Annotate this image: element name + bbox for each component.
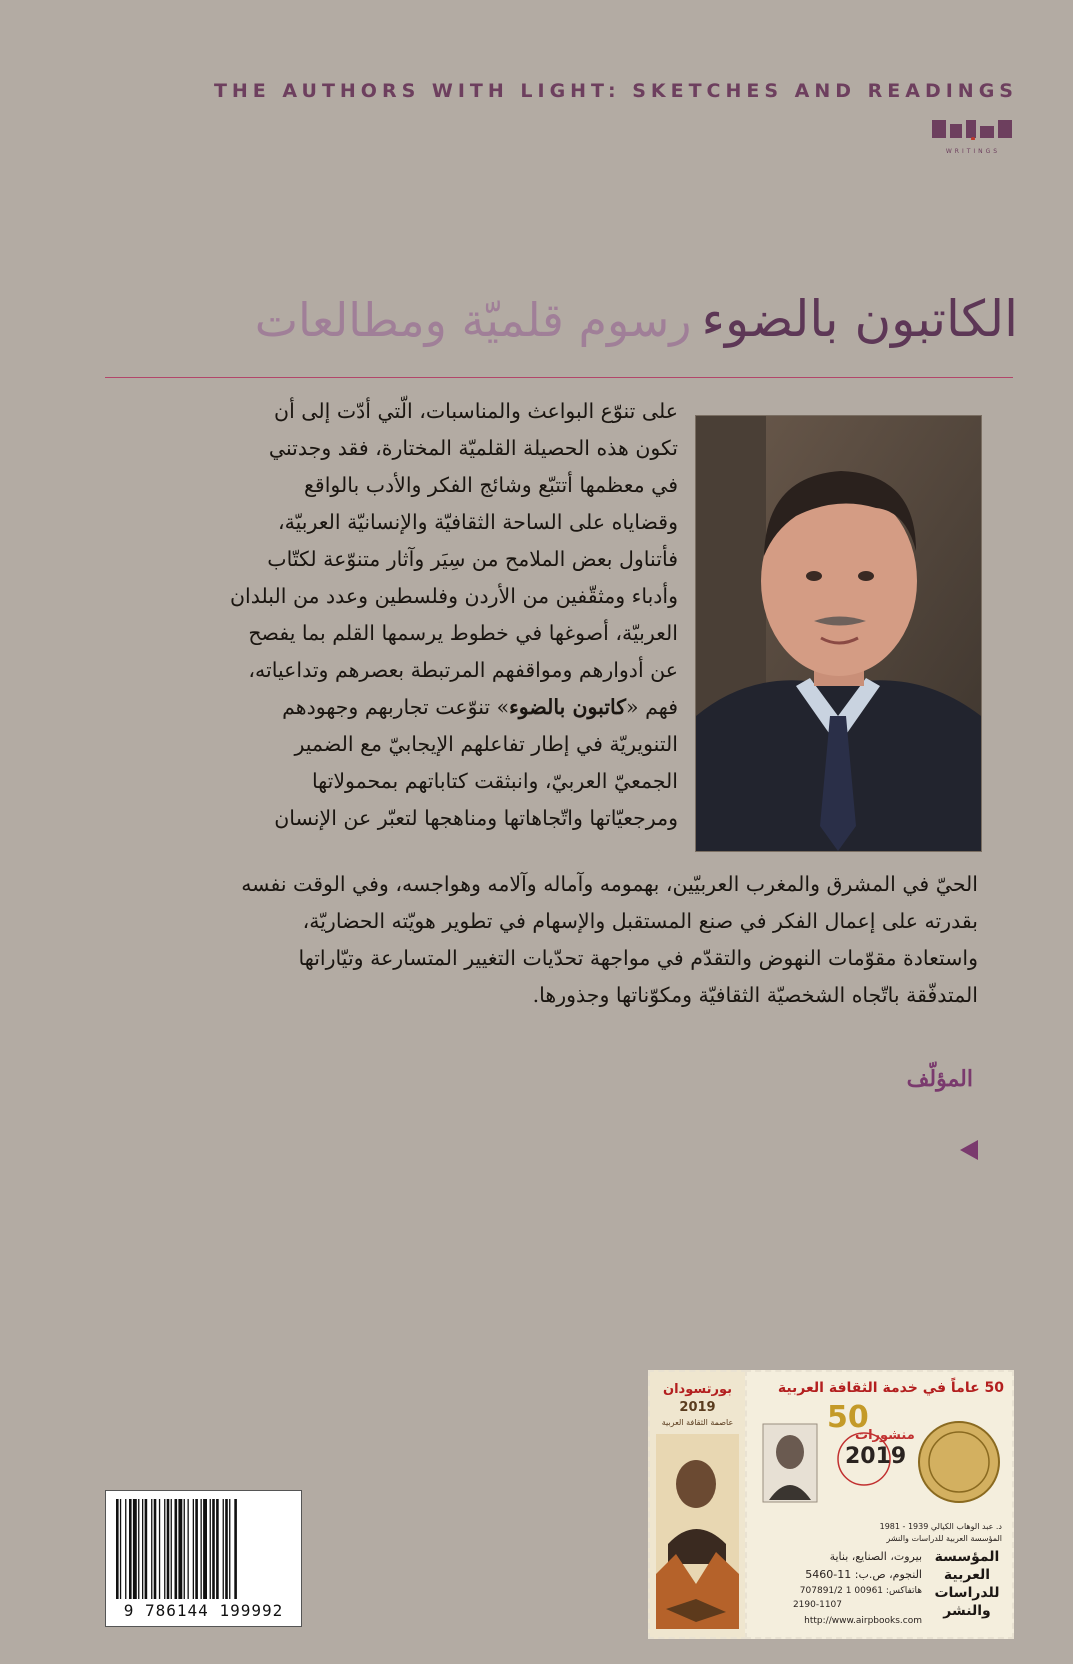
imprint-logo (930, 118, 1016, 155)
blurb-line: واستعادة مقوّمات النهوض والتقدّم في مواجهة تحدّيات التغيير المتسارعة وتيّاراتها (298, 946, 978, 970)
blurb-paragraph-a (98, 393, 678, 837)
blurb-line: في معظمها أتتبّع وشائج الفكر والأدب بالواقع (303, 473, 678, 497)
blurb-line: العربيّة، أصوغها في خطوط يرسمها القلم بما يفصح (248, 621, 678, 645)
blurb-line-with-title (98, 689, 678, 726)
book-title-mention: كاتبون بالضوء (509, 695, 627, 719)
blurb-line: وأدباء ومثقّفين من الأردن وفلسطين وعدد من البلدان (230, 584, 678, 608)
blurb-line: عن أدوارهم ومواقفهم المرتبطة بعصرهم وتداعياته، (248, 658, 678, 682)
blurb-line: الجمعيّ العربيّ، وانبثقت كتاباتهم بمحمولاتها (311, 769, 678, 793)
stamp-address-2: النجوم، ص.ب: 11-5460 (805, 1568, 922, 1581)
stamp-publisher-line: المؤسسة العربية للدراسات والنشر (886, 1534, 1002, 1543)
stamp-badge-number: 50 (827, 1400, 869, 1435)
author-signature: المؤلّف (906, 1066, 973, 1092)
stamp-left-year: 2019 (679, 1400, 716, 1415)
stamp-left-title: بورتسودان (663, 1382, 732, 1397)
stamp-left-caption: عاصمة الثقافة العربية (661, 1418, 734, 1427)
isbn-digits: 9 786144 199992 (123, 1601, 284, 1620)
stamp-badge-year: 2019 (845, 1444, 907, 1469)
blurb-line: بقدرته على إعمال الفكر في صنع المستقبل والإسهام في تطوير هويّته الحضاريّة، (302, 909, 978, 933)
stamp-address-3: هاتفاكس: 00961 1 707891/2 (799, 1586, 922, 1596)
blurb-line: فأتناول بعض الملامح من سِيَر وآثار متنوّعة لكتّاب (267, 547, 678, 571)
imprint-logo-mark (930, 118, 1016, 140)
blurb-line: المتدفّقة باتّجاه الشخصيّة الثقافيّة ومكوّناتها وجذورها. (532, 983, 978, 1007)
book-title (255, 290, 1018, 348)
stamp-left-portrait (656, 1434, 739, 1629)
stamp-badge-label: منشورات (855, 1428, 915, 1443)
blurb-line: تكون هذه الحصيلة القلميّة المختارة، فقد وجدتني (268, 436, 678, 460)
blurb-line: ومرجعيّاتها واتّجاهاتها ومناهجها لتعبّر عن الإنسان (274, 806, 678, 830)
title-main: الكاتبون بالضوء (701, 290, 1018, 348)
imprint-wordmark: WRITINGS (945, 148, 1001, 155)
isbn-barcode (105, 1490, 302, 1627)
series-title: THE AUTHORS WITH LIGHT: SKETCHES AND READINGS (213, 80, 1018, 102)
stamp-founder: د. عبد الوهاب الكيالي 1939 - 1981 (879, 1522, 1002, 1531)
stamp-banner: 50 عاماً في خدمة الثقافة العربية (777, 1380, 1004, 1396)
stamp-address-1: بيروت، الصنايع، بناية (829, 1550, 922, 1563)
stamp-url: http://www.airpbooks.com (804, 1616, 922, 1626)
blurb-line: التنويريّة في إطار تفاعلهم الإيجابيّ مع الضمير (294, 732, 678, 756)
stamp-port-sudan (648, 1370, 747, 1639)
blurb-text: » تنوّعت تجاربهم وجهودهم (282, 695, 510, 719)
blurb-text: فهم « (626, 695, 678, 719)
title-subtitle: رسوم قلميّة ومطالعات (254, 293, 692, 347)
blurb-line: على تنوّع البواعث والمناسبات، الّتي أدّت إلى أن (274, 399, 678, 423)
stamp-publisher-logo: المؤسسة العربية للدراسات والنشر (934, 1549, 1000, 1619)
blurb-line: وقضاياه على الساحة الثقافيّة والإنسانيّة العربيّة، (277, 510, 678, 534)
title-divider (105, 377, 1013, 378)
stamp-publisher-anniversary (745, 1370, 1014, 1639)
blurb-paragraph-b (93, 866, 978, 1014)
stamp-address-4: 2190-1107 (792, 1600, 842, 1610)
triangle-marker-icon (960, 1140, 978, 1160)
blurb-line: الحيّ في المشرق والمغرب العربيّين، بهمومه وآماله وآلامه وهواجسه، وفي الوقت نفسه (241, 872, 978, 896)
author-photo (695, 415, 982, 852)
barcode-bars (114, 1499, 293, 1599)
